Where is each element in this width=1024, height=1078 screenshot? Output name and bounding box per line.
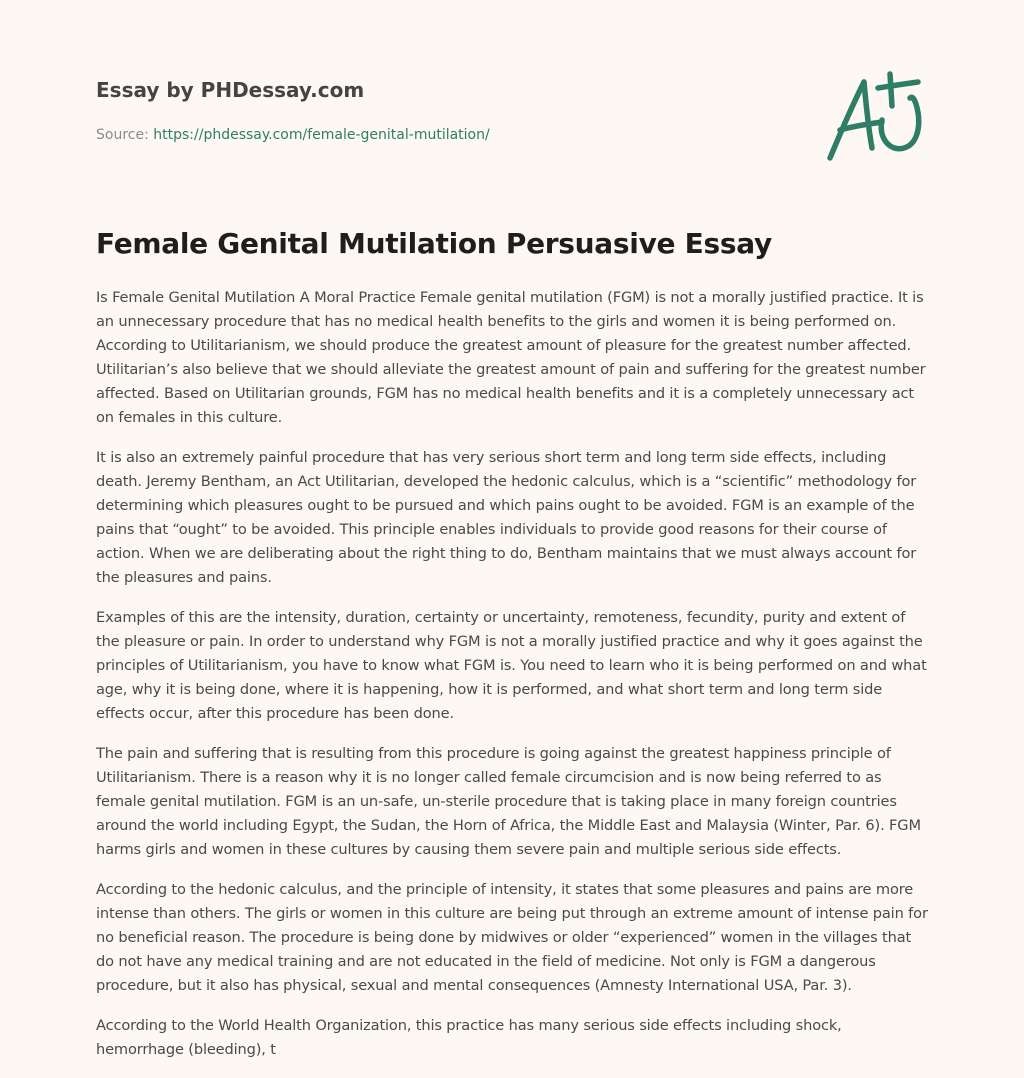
essay-title: Female Genital Mutilation Persuasive Essay bbox=[96, 227, 772, 260]
essay-paragraph: The pain and suffering that is resulting from this procedure is going against the greatest happiness principle of Utilitarianism. There is a reason why it is no longer called female circumcision and is now being referred to as female genital mutilation. FGM is an un-safe, un-sterile procedure that is taking place in many foreign countries around the world including Egypt, the Sudan, the Horn of Africa, the Middle East and Malaysia (Winter, Par. 6). FGM harms girls and women in these cultures by causing them severe pain and multiple serious side effects. bbox=[96, 745, 921, 858]
essay-paragraph: Is Female Genital Mutilation A Moral Practice Female genital mutilation (FGM) is not a morally justified practice. It is an unnecessary procedure that has no medical health benefits to the girls and women it is being performed on. According to Utilitarianism, we should produce the greatest amount of pleasure for the greatest number affected. Utilitarian’s also believe that we should alleviate the greatest amount of pain and suffering for the greatest number affected. Based on Utilitarian grounds, FGM has no medical health benefits and it is a completely unnecessary act on females in this culture. bbox=[96, 289, 926, 426]
essay-paragraph: It is also an extremely painful procedure that has very serious short term and long term side effects, including death. Jeremy Bentham, an Act Utilitarian, developed the hedonic calculus, which is a “scientific” methodology for determining which pleasures ought to be pursued and which pains ought to be avoided. FGM is an example of the pains that “ought” to be avoided. This principle enables individuals to provide good reasons for their course of action. When we are deliberating about the right thing to do, Bentham maintains that we must always account for the pleasures and pains. bbox=[96, 449, 917, 586]
essay-header bbox=[96, 76, 796, 144]
essay-paragraph: Examples of this are the intensity, duration, certainty or uncertainty, remoteness, fecundity, purity and extent of the pleasure or pain. In order to understand why FGM is not a morally justified practice and why it goes against the principles of Utilitarianism, you have to know what FGM is. You need to learn who it is being performed on and what age, why it is being done, where it is happening, how it is performed, and what short term and long term side effects occur, after this procedure has been done. bbox=[96, 609, 927, 722]
essay-body bbox=[96, 286, 930, 1078]
essay-paragraph: According to the hedonic calculus, and the principle of intensity, it states that some pleasures and pains are more intense than others. The girls or women in this culture are being put through an extreme amount of intense pain for no beneficial reason. The procedure is being done by midwives or older “experienced” women in the villages that do not have any medical training and are not educated in the field of medicine. Not only is FGM a dangerous procedure, but it also has physical, sexual and mental consequences (Amnesty International USA, Par. 3). bbox=[96, 881, 928, 994]
source-link[interactable]: https://phdessay.com/female-genital-mutilation/ bbox=[153, 127, 490, 143]
a-plus-logo-icon bbox=[820, 64, 932, 168]
site-title: Essay by PHDessay.com bbox=[96, 78, 365, 102]
source-line bbox=[96, 126, 796, 144]
source-label: Source: bbox=[96, 127, 154, 143]
essay-paragraph: According to the World Health Organization, this practice has many serious side effects including shock, hemorrhage (bleeding), t bbox=[96, 1017, 842, 1058]
